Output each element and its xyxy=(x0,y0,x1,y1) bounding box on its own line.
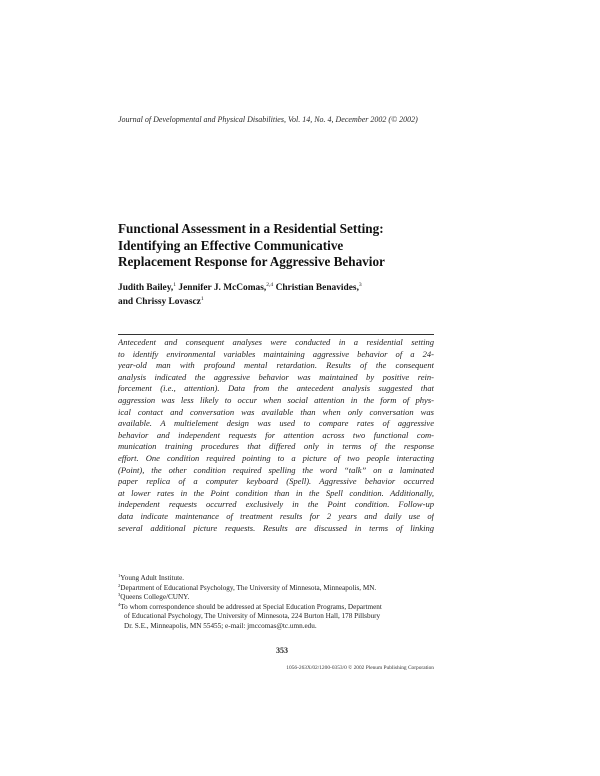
copyright-line: 1056-263X/02/1200-0353/0 © 2002 Plenum Publishing Corporation xyxy=(286,665,434,671)
abstract-line: aggression was less likely to occur when social attention in the form of phys- xyxy=(118,394,434,405)
abstract-line: data indicate maintenance of treatment results for 2 years and daily use of xyxy=(118,510,434,521)
footnote-mark: 4 xyxy=(118,601,121,607)
abstract-line: (Point), the other condition required spelling the word “talk” on a laminated xyxy=(118,464,434,475)
footnote-text: Department of Educational Psychology, The University of Minnesota, Minneapolis, MN. xyxy=(120,583,377,592)
article-title xyxy=(118,221,438,271)
author-name: Judith Bailey, xyxy=(118,283,174,293)
author-affiliation-mark: 2,4 xyxy=(266,282,274,288)
page-number: 353 xyxy=(276,646,288,655)
footnote-1 xyxy=(118,574,438,584)
footnote-text: Queens College/CUNY. xyxy=(120,593,190,602)
footnote-mark: 3 xyxy=(118,592,121,598)
footnote-mark: 2 xyxy=(118,582,121,588)
author-line-1 xyxy=(118,282,458,296)
author-affiliation-mark: 1 xyxy=(200,295,204,302)
journal-citation: Journal of Developmental and Physical Disabilities, Vol. 14, No. 4, December 2002 (© 2002) xyxy=(118,115,418,124)
abstract-line: analysis indicated the aggressive behavior was maintained by positive rein- xyxy=(118,371,434,382)
footnote-3 xyxy=(118,593,438,603)
abstract-line: independent requests occurred exclusively in the Point condition. Follow-up xyxy=(118,499,434,510)
author-affiliation-mark: 3 xyxy=(358,282,362,288)
abstract-divider xyxy=(118,334,434,335)
author-line-2 xyxy=(118,296,458,310)
abstract-line: effort. One condition required pointing to a picture of two people interacting xyxy=(118,452,434,463)
abstract-line: paper replica of a computer keyboard (Spell). Aggressive behavior occurred xyxy=(118,476,434,487)
abstract-line: several additional picture requests. Results are discussed in terms of linking xyxy=(118,522,434,533)
author-list xyxy=(118,282,458,309)
abstract-line: behavior and independent requests for attention across two functional com- xyxy=(118,429,434,440)
author-name: Jennifer J. McComas, xyxy=(176,283,267,293)
title-line-1: Functional Assessment in a Residential Setting: xyxy=(118,221,384,236)
abstract xyxy=(118,337,434,534)
footnote-text: To whom correspondence should be addressed at Special Education Programs, Department xyxy=(120,602,382,611)
author-name: Christian Benavides, xyxy=(273,283,359,293)
author-name: and Chrissy Lovascz xyxy=(118,296,201,307)
abstract-line: forcement (i.e., attention). Data from the antecedent analysis suggested that xyxy=(118,383,434,394)
abstract-line: available. A multielement design was used to compare rates of aggressive xyxy=(118,418,434,429)
abstract-line: ical contact and conversation was available than when only conversation was xyxy=(118,406,434,417)
footnote-mark: 1 xyxy=(118,573,121,578)
abstract-line: year-old man with profound mental retardation. Results of the consequent xyxy=(118,360,434,371)
abstract-line: munication training procedures that differed only in terms of the response xyxy=(118,441,434,452)
footnote-4-continued: of Educational Psychology, The University of Minnesota, 224 Burton Hall, 178 Pillsbury xyxy=(124,612,381,621)
abstract-line: at lower rates in the Point condition than in the Spell condition. Additionally, xyxy=(118,487,434,498)
footnote-4-continued: Dr. S.E., Minneapolis, MN 55455; e-mail: jmccomas@tc.umn.edu. xyxy=(124,621,317,630)
abstract-line: Antecedent and consequent analyses were conducted in a residential setting xyxy=(118,337,434,347)
title-line-3: Replacement Response for Aggressive Behavior xyxy=(118,254,385,269)
title-line-2: Identifying an Effective Communicative xyxy=(118,237,344,253)
author-affiliation-mark: 1 xyxy=(173,282,177,288)
footnote-2 xyxy=(118,584,438,594)
footnotes xyxy=(118,574,438,632)
footnote-4 xyxy=(118,603,438,613)
abstract-line: to identify environmental variables maintaining aggressive behavior of a 24- xyxy=(118,348,434,359)
footnote-text: Young Adult Institute. xyxy=(120,574,185,582)
